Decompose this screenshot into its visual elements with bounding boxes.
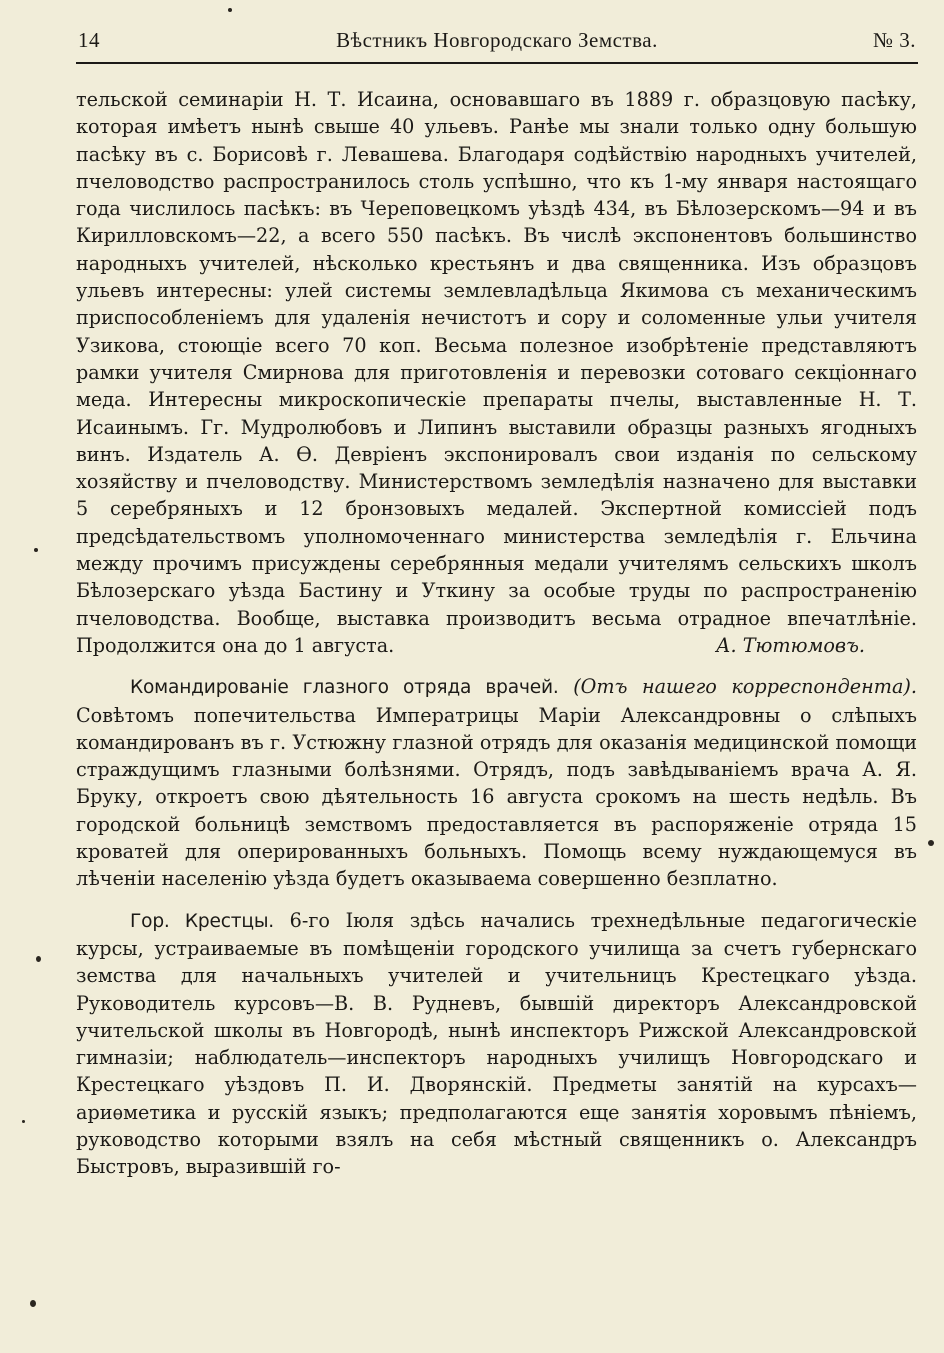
ink-speck [228, 8, 232, 12]
article-krestsy-heading: Гор. Крестцы. [130, 910, 275, 932]
article-beekeeping-text: тельской семинаріи Н. Т. Исаина, основавшаго въ 1889 г. образцовую пасѣку, которая имѣетъ нынѣ свыше 40 ульевъ. Ранѣе мы знали только одну большую пасѣку въ с. Борисовѣ г. Левашева. Благодаря содѣйствію народныхъ учителей, пчеловодство распространилось столь успѣшно, что къ 1-му января настоящаго года числилось пасѣкъ: въ Череповецкомъ уѣздѣ 434, въ Бѣлозерскомъ—94 и въ Кирилловскомъ—22, а всего 550 пасѣкъ. Въ числѣ экспонентовъ большинство народныхъ учителей, нѣсколько крестьянъ и два священника. Изъ образцовъ ульевъ интересны: улей системы землевладѣльца Якимова съ механическимъ приспособленіемъ для удаленія нечистотъ и сору и соломенные ульи учителя Узикова, стоющіе всего 70 коп. Весьма полезное изобрѣтеніе представляютъ рамки учителя Смирнова для приготовленія и перевозки сотоваго секціоннаго меда. Интересны микроскопическіе препараты пчелы, выставленные Н. Т. Исаинымъ. Гг. Мудролюбовъ и Липинъ выставили образцы разныхъ ягодныхъ винъ. Издатель А. Ѳ. Девріенъ экспонировалъ свои изданія по сельскому хозяйству и пчеловодству. Министерствомъ земледѣлія назначено для выставки 5 серебряныхъ и 12 бронзовыхъ медалей. Экспертной комиссіей подъ предсѣдательствомъ уполномоченнаго министерства земледѣлія г. Ельчина между прочимъ присуждены серебрянныя медали учителямъ сельскихъ школъ Бѣлозерскаго уѣзда Бастину и Уткину за особые труды по распространенію пчеловодства. Вообще, выставка производитъ весьма отрадное впечатлѣніе. Продолжится она до 1 августа. [76, 88, 917, 657]
ink-speck [30, 1300, 36, 1307]
ink-speck [22, 1120, 25, 1123]
article-krestsy [76, 907, 917, 1181]
article-eye-detachment [76, 673, 917, 892]
page-number: 14 [78, 28, 100, 52]
issue-number: № 3. [872, 28, 916, 52]
ink-speck [36, 956, 41, 962]
signature: А. Тютюмовъ. [715, 633, 865, 657]
body-text [76, 86, 917, 1181]
header-rule [76, 62, 918, 64]
article-krestsy-text: 6-го Іюля здѣсь начались трехнедѣльные педагогическіе курсы, устраиваемые въ помѣщеніи городского училища за счетъ губернскаго земства для начальныхъ учителей и учительницъ Крестецкаго уѣзда. Руководитель курсовъ—В. В. Рудневъ, бывшій директоръ Александровской учительской школы въ Новгородѣ, нынѣ инспекторъ Рижской Александровской гимназіи; наблюдатель—инспекторъ народныхъ училищъ Новгородскаго и Крестецкаго уѣздовъ П. И. Дворянскій. Предметы занятій на курсахъ—ариѳметика и русскій языкъ; предполагаются еще занятія хоровымъ пѣніемъ, руководство которыми взялъ на себя мѣстный священникъ о. Александръ Быстровъ, выразившій го- [76, 908, 918, 1179]
article-eye-detachment-source: (Отъ нашего корреспондента). [573, 675, 917, 699]
journal-title: Вѣстникъ Новгородскаго Земства. [336, 28, 658, 52]
article-beekeeping [76, 86, 917, 659]
ink-speck [928, 840, 934, 846]
article-eye-detachment-text: Совѣтомъ попечительства Императрицы Маріи Александровны о слѣпыхъ командированъ въ г. Устюжну глазной отрядъ для оказанія медицинской помощи страждущимъ глазными болѣзнями. Отрядъ, подъ завѣдываніемъ врача А. Я. Бруку, откроетъ свою дѣятельность 16 августа срокомъ на шесть недѣль. Въ городской больницѣ земствомъ предоставляется въ распоряженіе отряда 15 кроватей для оперированныхъ больныхъ. Помощь всему нуждающемуся въ лѣченіи населенію уѣзда будетъ оказываема совершенно безплатно. [76, 703, 917, 891]
ink-speck [34, 548, 38, 552]
article-eye-detachment-heading: Командированіе глазного отряда врачей. [130, 677, 559, 699]
running-head [78, 28, 916, 58]
